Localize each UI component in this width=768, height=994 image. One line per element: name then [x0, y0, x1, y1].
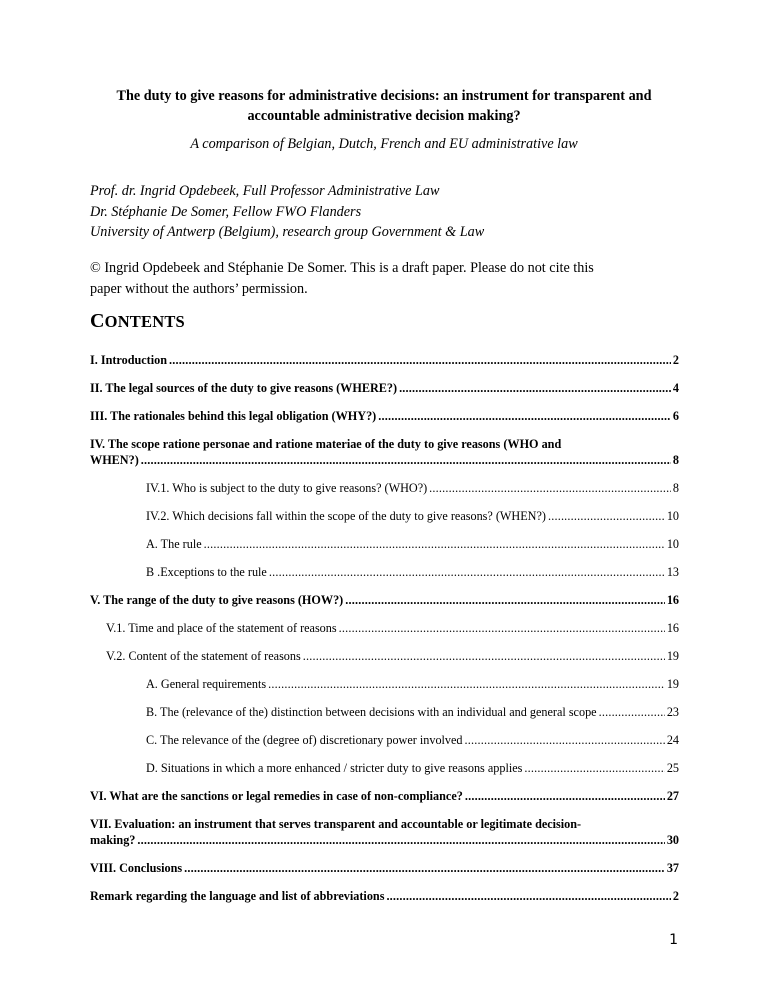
toc-entry-label: B .Exceptions to the rule [146, 565, 267, 579]
toc-entry-label: VIII. Conclusions [90, 861, 183, 875]
toc-leader-dots [345, 592, 665, 608]
toc-leader-dots [184, 860, 665, 876]
toc-entry-discretionary-power[interactable] [146, 732, 679, 748]
toc-page-number: 10 [666, 537, 679, 551]
toc-entry-range[interactable] [90, 592, 679, 608]
title-line-1: The duty to give reasons for administrative decisions: an instrument for transparent and [116, 88, 652, 104]
toc-leader-dots [378, 408, 671, 424]
toc-entry-exceptions[interactable] [146, 564, 679, 580]
toc-entry-label: B. The (relevance of the) distinction between decisions with an individual and general scope [146, 705, 597, 719]
toc-entry-label: Remark regarding the language and list of abbreviations [90, 889, 385, 903]
toc-page-number: 30 [666, 833, 679, 847]
toc-leader-dots [465, 732, 665, 748]
toc-entry-evaluation-line1[interactable]: VII. Evaluation: an instrument that serves transparent and accountable or legitimate decision- [90, 817, 582, 831]
toc-entry-label: III. The rationales behind this legal obligation (WHY?) [90, 409, 377, 423]
toc-page-number: 27 [666, 789, 679, 803]
toc-entry-label: A. General requirements [146, 677, 267, 691]
toc-entry-time-place[interactable] [106, 620, 679, 636]
copyright-notice [90, 258, 680, 299]
toc-entry-sanctions[interactable] [90, 788, 679, 804]
author-line: Prof. dr. Ingrid Opdebeek, Full Professor Administrative Law [90, 183, 440, 199]
toc-entry-label: WHEN?) [90, 453, 139, 467]
toc-page-number: 4 [672, 381, 679, 395]
copyright-line-2: paper without the authors’ permission. [90, 280, 308, 297]
toc-page-number: 16 [666, 593, 679, 607]
toc-entry-conclusions[interactable] [90, 860, 679, 876]
toc-page-number: 19 [666, 649, 679, 663]
toc-leader-dots [465, 788, 665, 804]
toc-entry-label: IV.1. Who is subject to the duty to give reasons? (WHO?) [146, 481, 428, 495]
toc-entry-rationales[interactable] [90, 408, 679, 424]
toc-page-number: 19 [666, 677, 679, 691]
toc-entry-label: A. The rule [146, 537, 202, 551]
contents-heading-rest: ONTENTS [104, 312, 185, 331]
toc-leader-dots [137, 832, 664, 848]
toc-page-number: 25 [666, 761, 679, 775]
toc-leader-dots [269, 564, 665, 580]
toc-page-number: 37 [666, 861, 679, 875]
toc-leader-dots [141, 452, 671, 468]
paper-title [80, 86, 688, 126]
toc-entry-label: V.1. Time and place of the statement of reasons [106, 621, 337, 635]
paper-subtitle: A comparison of Belgian, Dutch, French and EU administrative law [190, 136, 578, 152]
toc-page-number: 23 [666, 705, 679, 719]
toc-entry-label: IV.2. Which decisions fall within the scope of the duty to give reasons? (WHEN?) [146, 509, 546, 523]
toc-leader-dots [429, 480, 671, 496]
toc-entry-label: VI. What are the sanctions or legal remedies in case of non-compliance? [90, 789, 463, 803]
author-line: Dr. Stéphanie De Somer, Fellow FWO Flanders [90, 203, 362, 220]
toc-entry-label: C. The relevance of the (degree of) discretionary power involved [146, 733, 463, 747]
toc-page-number: 6 [672, 409, 679, 423]
copyright-line-1: © Ingrid Opdebeek and Stéphanie De Somer. This is a draft paper. Please do not cite this [90, 260, 594, 276]
toc-entry-content[interactable] [106, 648, 679, 664]
author-block [90, 181, 484, 243]
toc-page-number: 8 [672, 453, 679, 467]
title-line-2: accountable administrative decision making? [247, 108, 521, 124]
toc-page-number: 24 [666, 733, 679, 747]
toc-entry-when[interactable] [146, 508, 679, 524]
contents-heading [90, 310, 185, 333]
toc-entry-legal-sources[interactable] [90, 380, 679, 396]
toc-entry-general-requirements[interactable] [146, 676, 679, 692]
toc-entry-label: V.2. Content of the statement of reasons [106, 649, 301, 663]
toc-leader-dots [386, 888, 670, 904]
toc-leader-dots [169, 352, 671, 368]
toc-entry-who[interactable] [146, 480, 679, 496]
toc-entry-scope[interactable] [90, 452, 679, 468]
author-affiliation: University of Antwerp (Belgium), research group Government & Law [90, 224, 485, 240]
toc-page-number: 8 [672, 481, 679, 495]
toc-entry-label: V. The range of the duty to give reasons (HOW?) [90, 593, 344, 607]
toc-page-number: 13 [666, 565, 679, 579]
toc-entry-label: D. Situations in which a more enhanced / stricter duty to give reasons applies [146, 761, 523, 775]
page-number: 1 [669, 932, 678, 948]
toc-entry-label: II. The legal sources of the duty to give reasons (WHERE?) [90, 381, 398, 395]
toc-entry-introduction[interactable] [90, 352, 679, 368]
toc-entry-label: making? [90, 833, 136, 847]
toc-leader-dots [303, 648, 665, 664]
toc-page-number: 2 [672, 889, 679, 903]
toc-entry-evaluation[interactable] [90, 832, 679, 848]
toc-leader-dots [204, 536, 665, 552]
toc-page-number: 16 [666, 621, 679, 635]
toc-leader-dots [268, 676, 665, 692]
toc-entry-label: I. Introduction [90, 353, 167, 367]
toc-leader-dots [339, 620, 665, 636]
toc-entry-scope-line1[interactable]: IV. The scope ratione personae and ratione materiae of the duty to give reasons (WHO and [90, 437, 562, 451]
contents-heading-initial: C [90, 310, 105, 332]
toc-entry-abbreviations[interactable] [90, 888, 679, 904]
toc-entry-the-rule[interactable] [146, 536, 679, 552]
toc-leader-dots [524, 760, 664, 776]
toc-leader-dots [548, 508, 665, 524]
toc-leader-dots [599, 704, 665, 720]
toc-page-number: 2 [672, 353, 679, 367]
toc-entry-distinction[interactable] [146, 704, 679, 720]
toc-entry-enhanced-duty[interactable] [146, 760, 679, 776]
toc-page-number: 10 [666, 509, 679, 523]
toc-leader-dots [399, 380, 671, 396]
